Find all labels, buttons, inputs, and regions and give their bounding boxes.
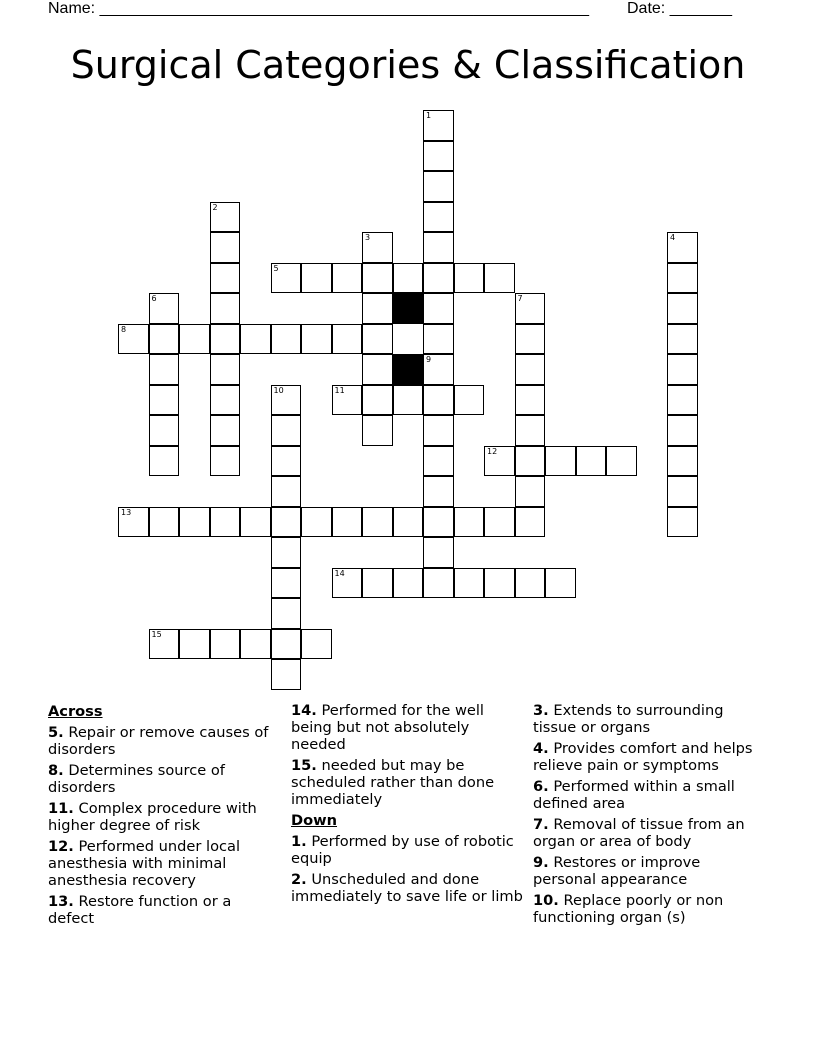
date-label: Date: — [627, 0, 670, 17]
grid-cell[interactable] — [423, 476, 454, 507]
grid-cell[interactable] — [271, 568, 302, 599]
clue-number: 5. — [48, 724, 64, 741]
grid-cell[interactable] — [301, 324, 332, 355]
clue-number-label: 8 — [121, 324, 127, 334]
clue-down-7 — [533, 816, 765, 850]
grid-cell[interactable] — [301, 629, 332, 660]
grid-cell[interactable] — [271, 507, 302, 538]
grid-cell[interactable] — [301, 263, 332, 294]
grid-cell[interactable] — [423, 141, 454, 172]
grid-cell[interactable] — [332, 568, 363, 599]
grid-cell[interactable] — [515, 507, 546, 538]
grid-cell[interactable] — [515, 446, 546, 477]
grid-cell[interactable] — [423, 324, 454, 355]
clue-number-label: 2 — [212, 202, 218, 212]
clue-across-14 — [291, 702, 523, 753]
clue-number: 9. — [533, 854, 549, 871]
clue-down-1 — [291, 833, 523, 867]
clue-number-label: 12 — [487, 446, 498, 456]
clue-number-label: 10 — [273, 385, 284, 395]
clue-number-label: 15 — [151, 629, 162, 639]
grid-cell[interactable] — [149, 354, 180, 385]
clue-number-label: 13 — [121, 507, 132, 517]
grid-cell[interactable] — [210, 446, 241, 477]
clue-number: 15. — [291, 757, 317, 774]
grid-cell[interactable] — [515, 476, 546, 507]
grid-cell[interactable] — [484, 568, 515, 599]
clue-down-9 — [533, 854, 765, 888]
grid-cell[interactable] — [271, 263, 302, 294]
grid-cell[interactable] — [484, 263, 515, 294]
name-label: Name: — [48, 0, 100, 17]
grid-cell[interactable] — [515, 385, 546, 416]
grid-cell[interactable] — [362, 263, 393, 294]
grid-cell[interactable] — [118, 324, 149, 355]
clue-across-12 — [48, 838, 280, 889]
grid-cell[interactable] — [210, 263, 241, 294]
grid-cell[interactable] — [271, 659, 302, 690]
grid-cell[interactable] — [118, 507, 149, 538]
grid-cell[interactable] — [210, 324, 241, 355]
grid-cell[interactable] — [332, 324, 363, 355]
clue-text: Restores or improve personal appearance — [533, 854, 701, 888]
grid-cell[interactable] — [515, 293, 546, 324]
clue-text: Repair or remove causes of disorders — [48, 724, 269, 758]
grid-cell[interactable] — [149, 324, 180, 355]
grid-cell[interactable] — [423, 537, 454, 568]
grid-cell[interactable] — [454, 507, 485, 538]
grid-cell[interactable] — [454, 263, 485, 294]
clue-text: Removal of tissue from an organ or area of body — [533, 816, 745, 850]
clue-text: Performed under local anesthesia with minimal anesthesia recovery — [48, 838, 241, 889]
grid-cell[interactable] — [423, 171, 454, 202]
clue-number-label: 14 — [334, 568, 345, 578]
grid-cell[interactable] — [149, 385, 180, 416]
grid-block — [393, 354, 424, 385]
clue-down-2 — [291, 871, 523, 905]
grid-cell[interactable] — [667, 507, 698, 538]
grid-cell[interactable] — [393, 507, 424, 538]
clue-text: Complex procedure with higher degree of risk — [48, 800, 257, 834]
grid-cell[interactable] — [362, 293, 393, 324]
grid-cell[interactable] — [515, 415, 546, 446]
grid-cell[interactable] — [423, 293, 454, 324]
grid-cell[interactable] — [210, 354, 241, 385]
grid-cell[interactable] — [210, 507, 241, 538]
clue-number-label: 6 — [151, 294, 157, 303]
grid-cell[interactable] — [423, 202, 454, 233]
across-heading: Across — [48, 703, 103, 720]
grid-cell[interactable] — [576, 446, 607, 477]
grid-cell[interactable] — [362, 568, 393, 599]
grid-cell[interactable] — [149, 446, 180, 477]
grid-cell[interactable] — [271, 629, 302, 660]
clue-number-label: 9 — [426, 355, 432, 364]
grid-cell[interactable] — [423, 263, 454, 294]
grid-cell[interactable] — [423, 507, 454, 538]
clue-text: Unscheduled and done immediately to save life or limb — [291, 871, 523, 905]
clue-number: 12. — [48, 838, 74, 855]
grid-cell[interactable] — [362, 354, 393, 385]
grid-cell[interactable] — [240, 324, 271, 355]
clue-number: 7. — [533, 816, 549, 833]
grid-cell[interactable] — [210, 415, 241, 446]
page-title: Surgical Categories & Classification — [70, 43, 746, 87]
grid-cell[interactable] — [179, 629, 210, 660]
grid-cell[interactable] — [423, 354, 454, 385]
grid-cell[interactable] — [667, 415, 698, 446]
grid-cell[interactable] — [484, 446, 515, 477]
grid-cell[interactable] — [667, 476, 698, 507]
grid-cell[interactable] — [423, 110, 454, 141]
clue-text: Performed within a small defined area — [533, 778, 735, 812]
grid-cell[interactable] — [545, 446, 576, 477]
grid-cell[interactable] — [362, 415, 393, 446]
clue-number: 11. — [48, 800, 74, 817]
grid-cell[interactable] — [423, 232, 454, 263]
grid-cell[interactable] — [271, 537, 302, 568]
grid-cell[interactable] — [149, 293, 180, 324]
clue-text: needed but may be scheduled rather than done immediately — [291, 757, 495, 808]
grid-cell[interactable] — [149, 629, 180, 660]
clue-number: 1. — [291, 833, 307, 850]
clue-number: 13. — [48, 893, 74, 910]
clue-text: Performed for the well being but not absolutely needed — [291, 702, 484, 753]
clue-number: 8. — [48, 762, 64, 779]
clue-down-10 — [533, 892, 765, 926]
clue-text: Determines source of disorders — [48, 762, 225, 796]
clue-number: 14. — [291, 702, 317, 719]
clue-text: Replace poorly or non functioning organ (s) — [533, 892, 724, 926]
grid-cell[interactable] — [667, 446, 698, 477]
grid-cell[interactable] — [515, 354, 546, 385]
grid-cell[interactable] — [362, 385, 393, 416]
grid-cell[interactable] — [515, 568, 546, 599]
grid-cell[interactable] — [423, 446, 454, 477]
date-line: _______ — [669, 0, 732, 17]
grid-cell[interactable] — [179, 507, 210, 538]
clue-number-label: 7 — [517, 294, 523, 303]
grid-cell[interactable] — [423, 568, 454, 599]
clue-down-4 — [533, 740, 765, 774]
grid-cell[interactable] — [271, 385, 302, 416]
grid-cell[interactable] — [332, 385, 363, 416]
clue-text: Extends to surrounding tissue or organs — [533, 702, 724, 736]
grid-cell[interactable] — [240, 507, 271, 538]
grid-cell[interactable] — [423, 385, 454, 416]
grid-cell[interactable] — [545, 568, 576, 599]
clue-across-13 — [48, 893, 280, 927]
grid-cell[interactable] — [362, 507, 393, 538]
clue-number: 10. — [533, 892, 559, 909]
clue-across-11 — [48, 800, 280, 834]
down-heading: Down — [291, 812, 338, 829]
grid-cell[interactable] — [271, 415, 302, 446]
grid-cell[interactable] — [179, 324, 210, 355]
grid-cell[interactable] — [362, 232, 393, 263]
clue-across-5 — [48, 724, 280, 758]
grid-cell[interactable] — [210, 202, 241, 233]
grid-cell[interactable] — [210, 293, 241, 324]
grid-cell[interactable] — [515, 324, 546, 355]
grid-cell[interactable] — [454, 568, 485, 599]
grid-cell[interactable] — [271, 598, 302, 629]
grid-block — [393, 293, 424, 324]
grid-cell[interactable] — [240, 629, 271, 660]
grid-cell[interactable] — [332, 507, 363, 538]
grid-cell[interactable] — [423, 415, 454, 446]
clue-number: 2. — [291, 871, 307, 888]
grid-cell[interactable] — [271, 446, 302, 477]
clue-across-8 — [48, 762, 280, 796]
grid-cell[interactable] — [667, 232, 698, 263]
grid-cell[interactable] — [271, 476, 302, 507]
grid-cell[interactable] — [301, 507, 332, 538]
clue-number: 3. — [533, 702, 549, 719]
grid-cell[interactable] — [393, 568, 424, 599]
clue-number-label: 1 — [426, 111, 432, 120]
grid-cell[interactable] — [454, 385, 485, 416]
clue-text: Provides comfort and helps relieve pain or symptoms — [533, 740, 753, 774]
grid-cell[interactable] — [667, 385, 698, 416]
clue-text: Restore function or a defect — [48, 893, 232, 927]
grid-cell[interactable] — [149, 507, 180, 538]
clue-across-15 — [291, 757, 523, 808]
clue-number-label: 4 — [670, 233, 676, 242]
clue-number: 6. — [533, 778, 549, 795]
clue-column-3 — [533, 700, 765, 930]
grid-cell[interactable] — [332, 263, 363, 294]
grid-cell[interactable] — [393, 263, 424, 294]
grid-cell[interactable] — [149, 415, 180, 446]
grid-cell[interactable] — [667, 324, 698, 355]
grid-cell[interactable] — [667, 263, 698, 294]
grid-cell[interactable] — [606, 446, 637, 477]
clue-number-label: 11 — [334, 385, 345, 395]
clue-number-label: 5 — [273, 263, 279, 273]
grid-cell[interactable] — [362, 324, 393, 355]
clue-number: 4. — [533, 740, 549, 757]
grid-cell[interactable] — [210, 232, 241, 263]
clue-down-3 — [533, 702, 765, 736]
grid-cell[interactable] — [210, 629, 241, 660]
clue-column-1 — [48, 700, 280, 931]
clue-number-label: 3 — [365, 233, 371, 242]
clue-text: Performed by use of robotic equip — [291, 833, 514, 867]
grid-cell[interactable] — [484, 507, 515, 538]
grid-cell[interactable] — [667, 293, 698, 324]
clue-down-6 — [533, 778, 765, 812]
grid-cell[interactable] — [271, 324, 302, 355]
grid-cell[interactable] — [667, 354, 698, 385]
grid-cell[interactable] — [393, 385, 424, 416]
name-line: _______________________________________________________ — [99, 0, 589, 17]
clue-column-2 — [291, 700, 523, 909]
grid-cell[interactable] — [210, 385, 241, 416]
